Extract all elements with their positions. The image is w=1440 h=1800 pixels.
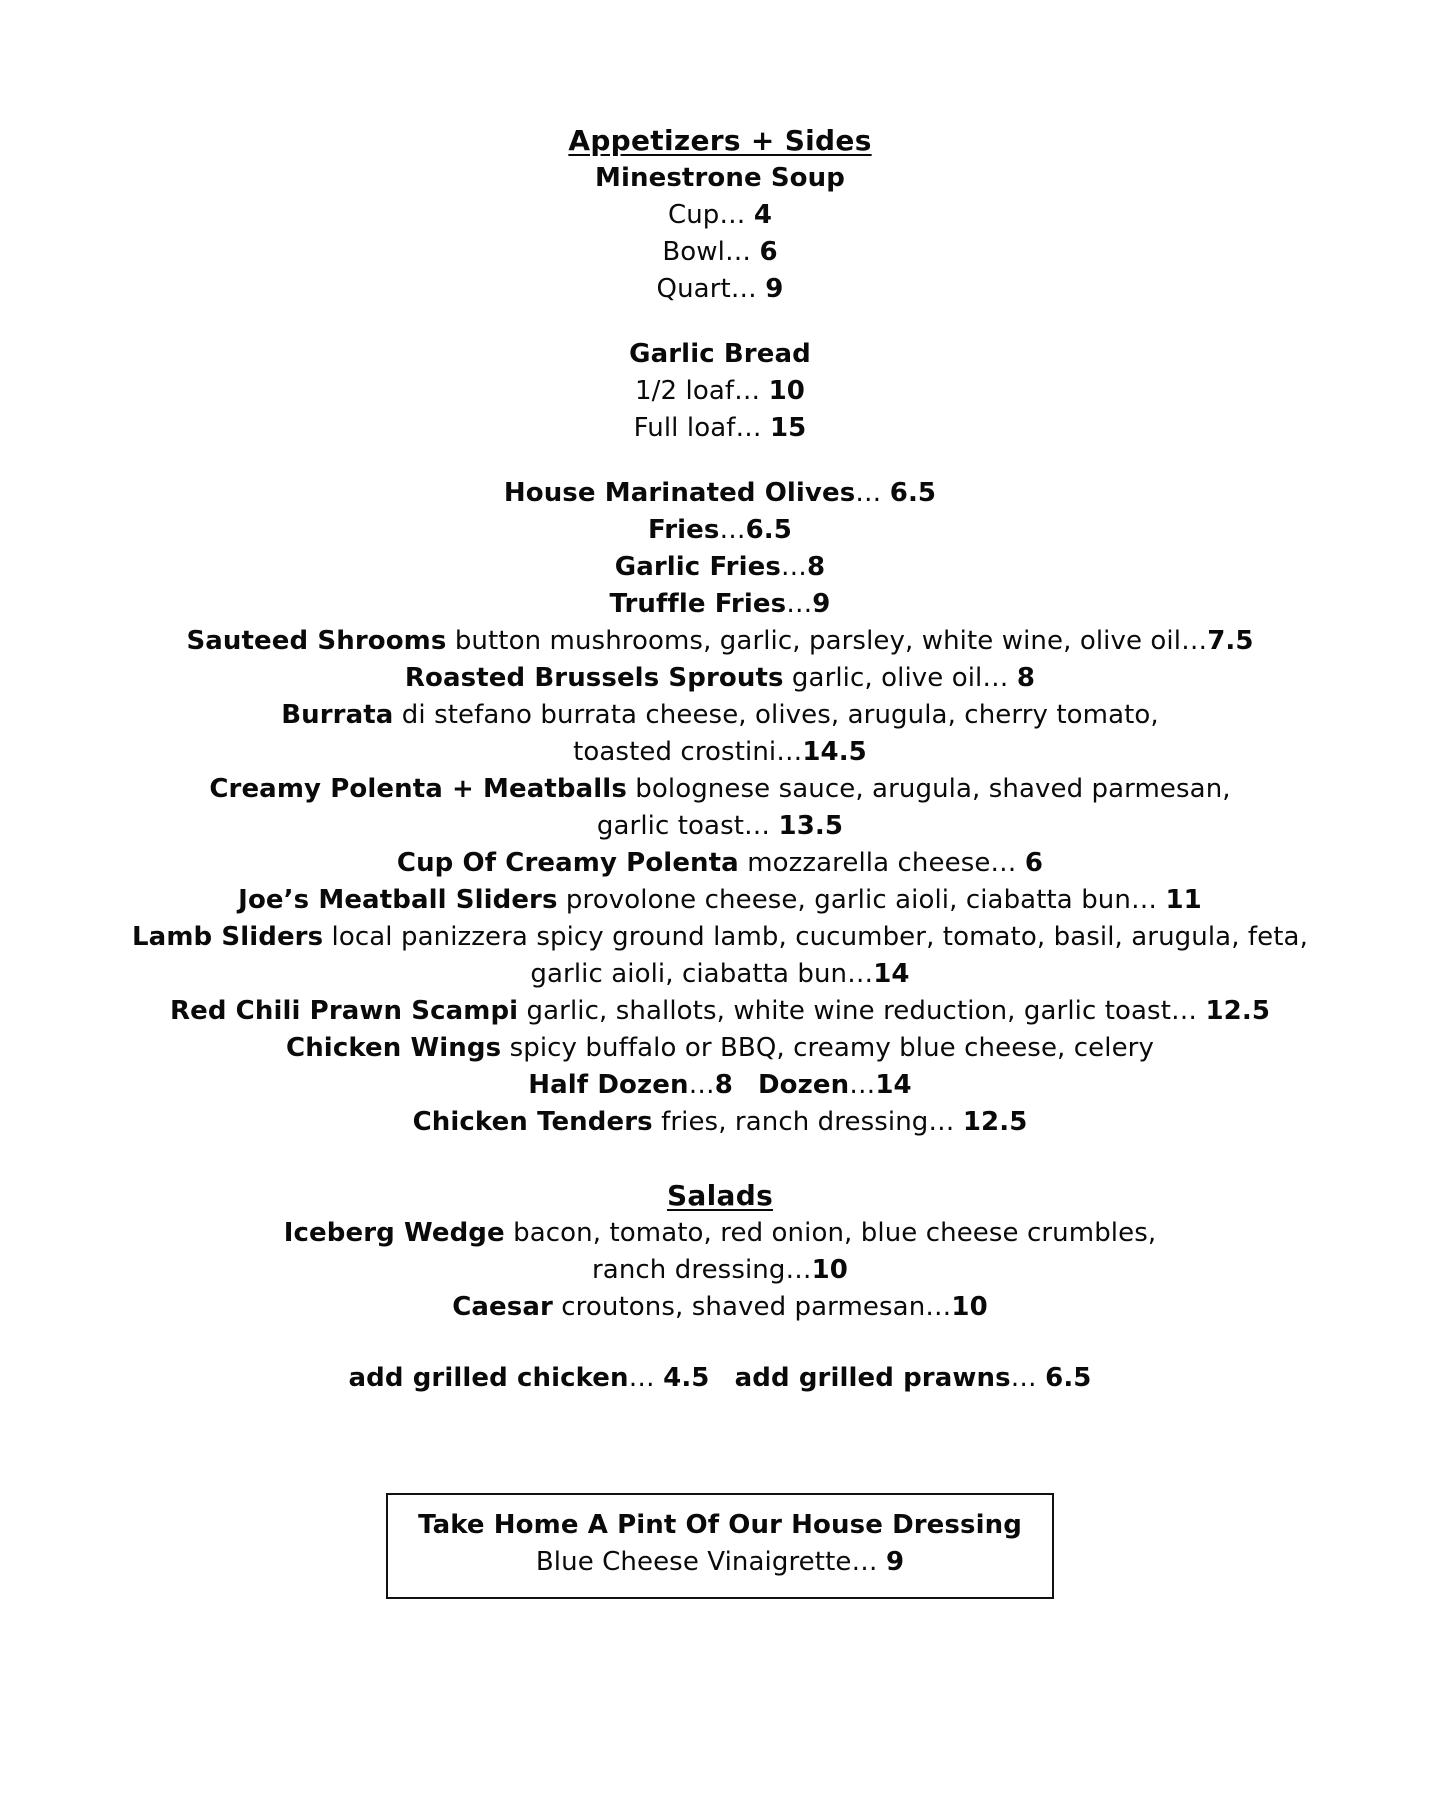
menu-text-bold: 6.5 [745,515,792,545]
menu-text [709,1363,734,1393]
house-dressing-promo-box [386,1493,1054,1599]
menu-page [95,0,1345,1599]
menu-text: toasted crostini… [573,737,803,767]
menu-line [95,1030,1345,1067]
menu-text-bold: Cup Of Creamy Polenta [396,848,739,878]
menu-text: Full loaf… [633,413,770,443]
menu-text: … [855,478,890,508]
menu-text-bold: 6 [1024,848,1044,878]
menu-line [95,1360,1345,1397]
menu-text-bold: 9 [885,1547,905,1577]
menu-text-bold: Caesar [452,1292,553,1322]
menu-text-bold: Half Dozen [528,1070,689,1100]
appetizers-sides-heading: Appetizers + Sides [568,124,872,157]
menu-text: Cup… [667,200,754,230]
menu-text-bold: add grilled prawns [734,1363,1011,1393]
menu-text: ranch dressing… [592,1255,812,1285]
menu-text-bold: Truffle Fries [609,589,787,619]
menu-text-bold: 9 [812,589,831,619]
menu-line [95,586,1345,623]
menu-line [95,734,1345,771]
menu-text: … [719,515,746,545]
menu-text: … [688,1070,715,1100]
menu-text-bold: 7.5 [1207,626,1254,656]
menu-line [95,373,1345,410]
menu-line [95,410,1345,447]
menu-line [95,993,1345,1030]
menu-line [418,1544,1022,1581]
menu-text-bold: Garlic Bread [629,339,811,369]
menu-text: … [780,552,808,582]
menu-line [95,771,1345,808]
menu-line [95,234,1345,271]
menu-text: garlic, olive oil… [783,663,1017,693]
menu-text: mozzarella cheese… [738,848,1025,878]
menu-text-bold: add grilled chicken [348,1363,629,1393]
menu-text-bold: 12.5 [962,1107,1028,1137]
menu-text-bold: 4.5 [663,1363,710,1393]
menu-line [95,623,1345,660]
menu-line [95,956,1345,993]
spacer [95,1141,1345,1177]
menu-line [95,1252,1345,1289]
menu-text: … [628,1363,664,1393]
menu-text-bold: 15 [769,413,807,443]
menu-text-bold: Garlic Fries [614,552,781,582]
menu-line [95,697,1345,734]
menu-text: … [849,1070,876,1100]
menu-text-bold: Roasted Brussels Sprouts [404,663,784,693]
menu-text: garlic toast… [596,811,779,841]
menu-text: garlic, shallots, white wine reduction, garlic toast… [518,996,1206,1026]
menu-text-bold: Joe’s Meatball Sliders [238,885,558,915]
menu-text-bold: 10 [811,1255,848,1285]
spacer [95,1397,1345,1493]
menu-text-bold: Lamb Sliders [132,922,324,952]
menu-text-bold: Iceberg Wedge [283,1218,505,1248]
menu-text-bold: 10 [951,1292,988,1322]
spacer [95,1326,1345,1360]
menu-line [95,1104,1345,1141]
menu-text-bold: 8 [714,1070,733,1100]
menu-text-bold: 6.5 [1045,1363,1092,1393]
menu-text-bold: Creamy Polenta + Meatballs [209,774,627,804]
menu-text-bold: 14.5 [802,737,867,767]
menu-text: Quart… [656,274,766,304]
menu-text: croutons, shaved parmesan… [552,1292,952,1322]
menu-text: bolognese sauce, arugula, shaved parmesan, [626,774,1231,804]
menu-line [95,845,1345,882]
menu-text: 1/2 loaf… [635,376,769,406]
menu-text: provolone cheese, garlic aioli, ciabatta bun… [557,885,1166,915]
menu-text: … [1010,1363,1046,1393]
menu-line [95,549,1345,586]
menu-text-bold: 6 [759,237,778,267]
menu-text-bold: 8 [1016,663,1036,693]
menu-text-bold: House Marinated Olives [503,478,856,508]
menu-line [95,1215,1345,1252]
menu-line [95,475,1345,512]
menu-line [95,336,1345,373]
menu-text: di stefano burrata cheese, olives, arugula, cherry tomato, [393,700,1159,730]
menu-line [95,197,1345,234]
menu-line [95,271,1345,308]
spacer [95,308,1345,336]
menu-text-bold: 11 [1165,885,1202,915]
menu-text-bold: 12.5 [1205,996,1271,1026]
salads-heading: Salads [666,1179,774,1212]
menu-text: local panizzera spicy ground lamb, cucumber, tomato, basil, arugula, feta, [323,922,1308,952]
menu-text: fries, ranch dressing… [652,1107,963,1137]
menu-text-bold: Chicken Wings [286,1033,502,1063]
menu-line [95,1289,1345,1326]
menu-text [733,1070,758,1100]
menu-line [95,160,1345,197]
spacer [95,447,1345,475]
menu-text-bold: 8 [807,552,826,582]
menu-line [95,1067,1345,1104]
menu-text-bold: 14 [875,1070,912,1100]
menu-text: … [786,589,813,619]
menu-text: garlic aioli, ciabatta bun… [530,959,874,989]
menu-text: Blue Cheese Vinaigrette… [535,1547,886,1577]
menu-text-bold: Sauteed Shrooms [186,626,447,656]
menu-text-bold: 4 [753,200,773,230]
menu-text-bold: 6.5 [889,478,937,508]
menu-line [95,882,1345,919]
menu-line [95,919,1345,956]
menu-text-bold: 10 [768,376,805,406]
menu-text-bold: Minestrone Soup [595,163,845,193]
menu-line [418,1507,1022,1544]
menu-text-bold: Chicken Tenders [412,1107,653,1137]
menu-text: bacon, tomato, red onion, blue cheese crumbles, [504,1218,1157,1248]
menu-text: spicy buffalo or BBQ, creamy blue cheese, celery [501,1033,1154,1063]
menu-text: Bowl… [662,237,760,267]
menu-text-bold: Take Home A Pint Of Our House Dressing [418,1510,1022,1540]
menu-text-bold: 13.5 [778,811,844,841]
menu-text-bold: Dozen [758,1070,850,1100]
menu-text-bold: Burrata [281,700,394,730]
menu-line [95,808,1345,845]
menu-line [95,512,1345,549]
menu-text-bold: 9 [765,274,784,304]
menu-text: button mushrooms, garlic, parsley, white wine, olive oil… [446,626,1208,656]
menu-text-bold: Red Chili Prawn Scampi [169,996,519,1026]
menu-text-bold: Fries [648,515,720,545]
menu-line [95,660,1345,697]
menu-text-bold: 14 [873,959,910,989]
